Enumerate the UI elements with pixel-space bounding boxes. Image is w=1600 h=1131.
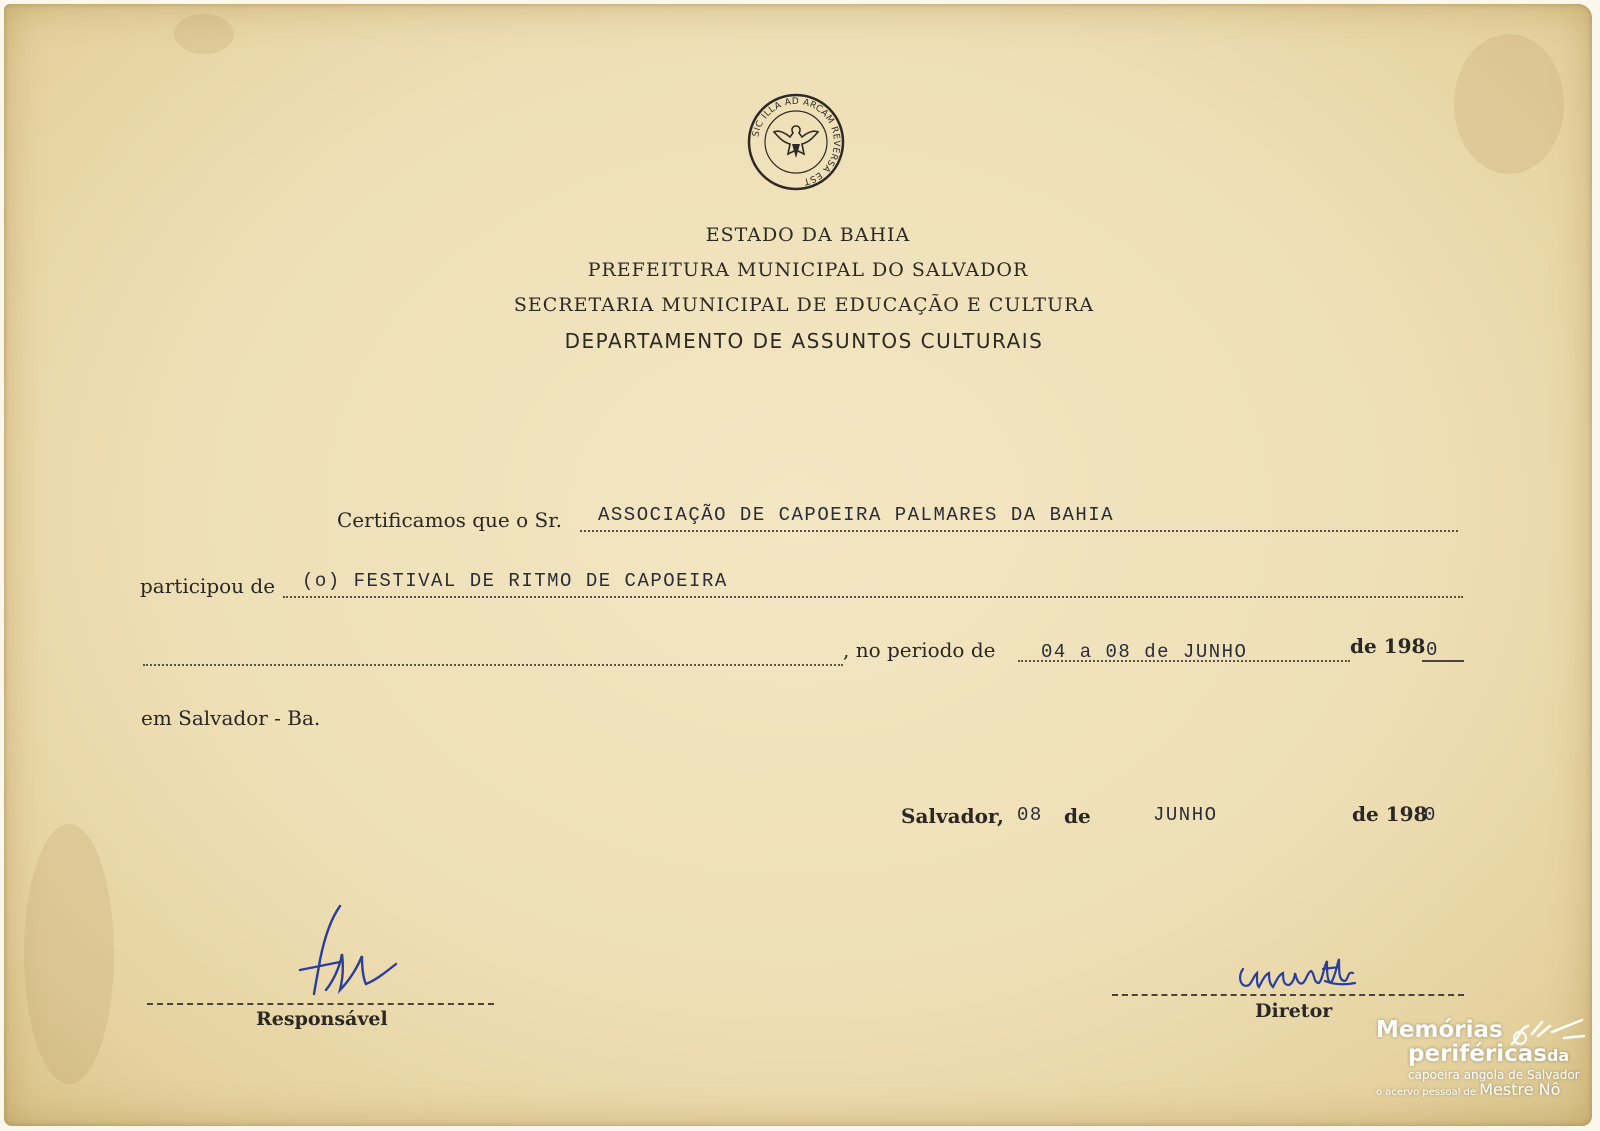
director-label: Diretor [1255,1000,1333,1022]
berimbau-logo-icon [1508,1014,1588,1054]
date-de: de [1064,804,1091,828]
header-department: DEPARTAMENTO DE ASSUNTOS CULTURAIS [564,329,1044,353]
watermark-title: Memórias [1376,1017,1503,1043]
date-day: 08 [1017,804,1043,826]
date-month: JUNHO [1153,804,1218,826]
responsible-signature [280,900,410,1010]
date-year-digit: 0 [1424,804,1437,826]
watermark-credit-name: Mestre Nô [1479,1080,1561,1099]
watermark-tagline: capoeira angola de Salvador [1408,1068,1580,1082]
responsible-line [147,1003,494,1005]
seal-motto: SIC ILLA AD ARCAM REVERSA EST [751,96,842,187]
header-prefecture: PREFEITURA MUNICIPAL DO SALVADOR [587,259,1029,281]
stain [24,824,114,1084]
blank-underline [143,664,843,666]
certify-label: Certificamos que o Sr. [337,508,562,532]
watermark-subtitle-main: periféricas [1408,1041,1547,1067]
header-state: ESTADO DA BAHIA [705,224,911,246]
stain [174,14,234,54]
recipient-name: ASSOCIAÇÃO DE CAPOEIRA PALMARES DA BAHIA [598,504,1115,526]
year-underline [1422,660,1464,662]
participated-label: participou de [140,574,276,598]
watermark-subtitle-suffix: da [1546,1046,1570,1065]
period-value: 04 a 08 de JUNHO [1041,641,1248,663]
date-city: Salvador, [901,804,1004,828]
responsible-label: Responsável [256,1008,388,1030]
location: em Salvador - Ba. [141,706,321,730]
header-secretariat: SECRETARIA MUNICIPAL DE EDUCAÇÃO E CULTURA [513,294,1095,316]
municipal-seal [746,92,846,192]
event-name: (o) FESTIVAL DE RITMO DE CAPOEIRA [302,570,728,592]
watermark-credit-prefix: o acervo pessoal de [1376,1087,1477,1098]
event-underline [283,596,1463,598]
director-line [1112,994,1464,996]
stain [1454,34,1564,174]
year-label: de 198 [1350,634,1426,658]
dove-icon [774,126,818,158]
period-label: , no periodo de [843,638,996,662]
recipient-underline [580,530,1458,532]
watermark-credit [1376,1080,1580,1100]
date-year-label: de 198 [1352,802,1428,826]
year-digit: 0 [1426,639,1439,661]
